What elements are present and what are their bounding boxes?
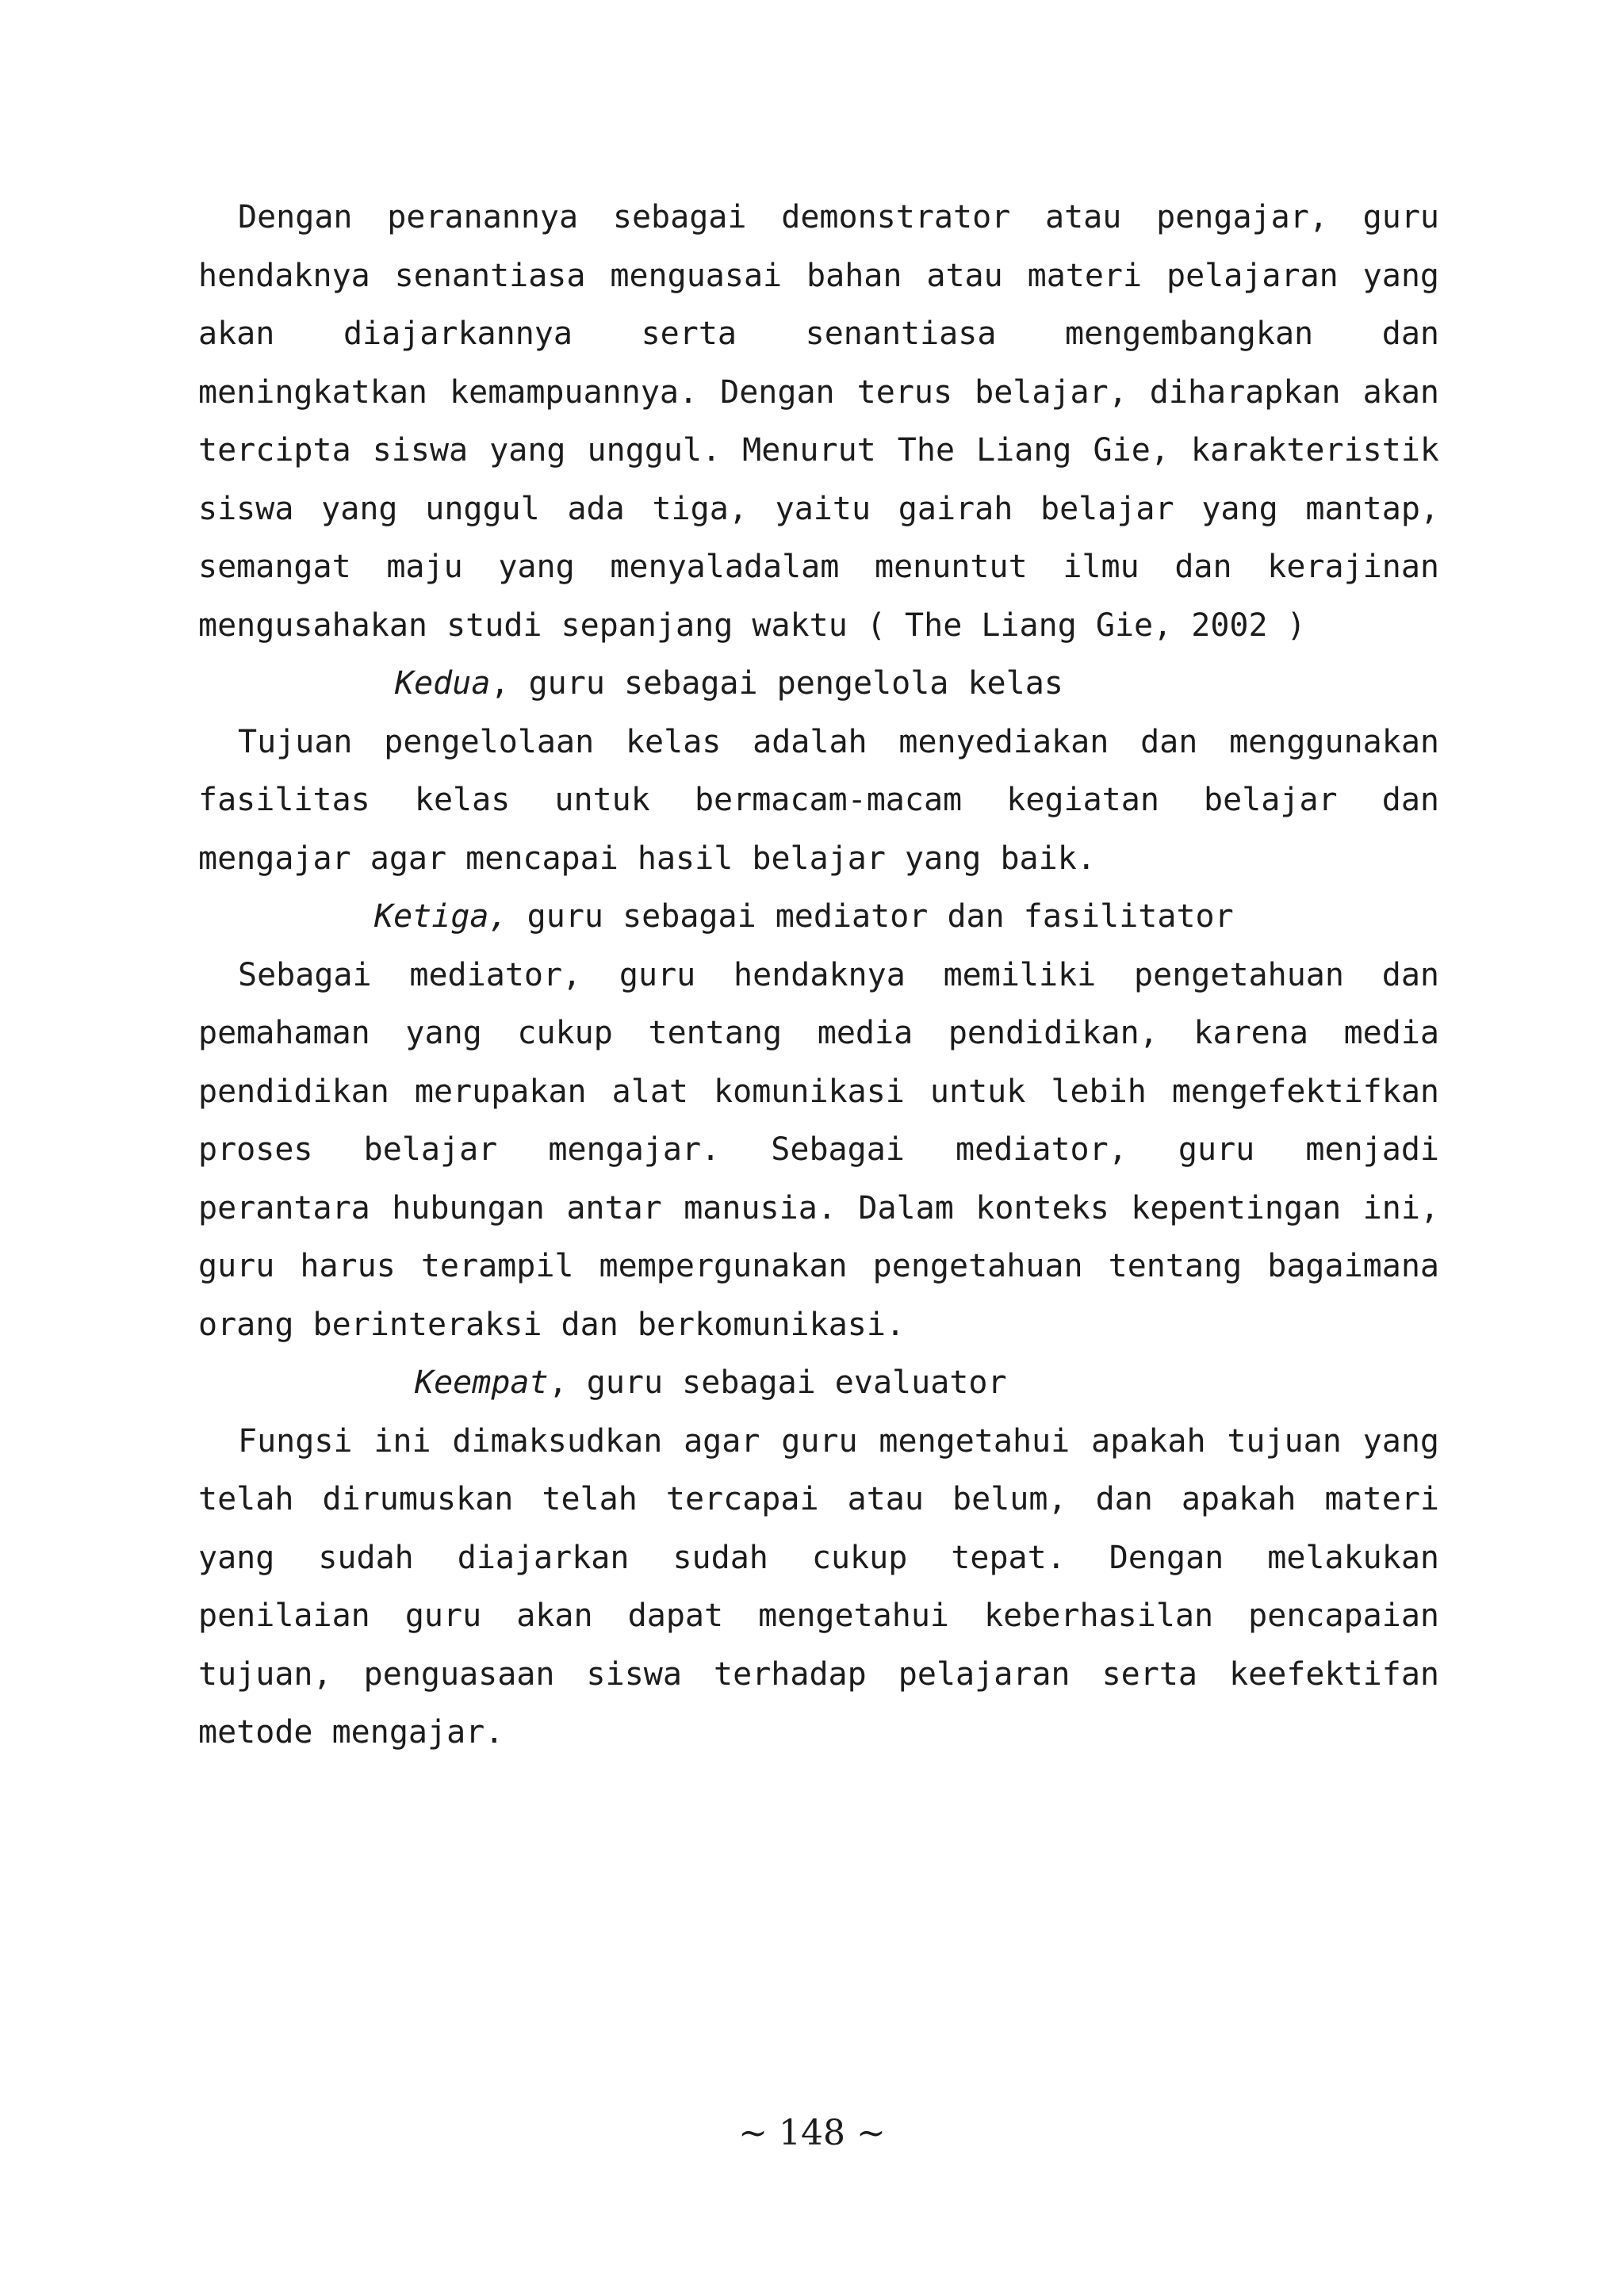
heading-keempat-italic: Keempat: [415, 1364, 549, 1401]
heading-ketiga-italic: Ketiga,: [374, 898, 508, 935]
heading-keempat: [198, 1354, 1439, 1413]
paragraph-pengelola-kelas: Tujuan pengelolaan kelas adalah menyediakan dan menggunakan fasilitas kelas untuk bermacam-macam kegiatan belajar dan mengajar agar mencapai hasil belajar yang baik.: [198, 723, 1439, 877]
heading-keempat-text: , guru sebagai evaluator: [548, 1364, 1007, 1401]
heading-kedua-italic: Kedua: [395, 665, 491, 702]
heading-ketiga: [198, 888, 1439, 947]
heading-kedua: [198, 655, 1439, 714]
paragraph-evaluator: Fungsi ini dimaksudkan agar guru mengetahui apakah tujuan yang telah dirumuskan telah tercapai atau belum, dan apakah materi yang sudah diajarkan sudah cukup tepat. Dengan melakukan penilaian guru akan dapat mengetahui keberhasilan pencapaian tujuan, penguasaan siswa terhadap pelajaran serta keefektifan metode mengajar.: [198, 1422, 1439, 1751]
page-number: ~ 148 ~: [738, 2113, 886, 2153]
body-text: [198, 189, 1439, 1762]
heading-kedua-text: , guru sebagai pengelola kelas: [490, 665, 1063, 702]
paragraph-mediator: Sebagai mediator, guru hendaknya memiliki pengetahuan dan pemahaman yang cukup tentang media pendidikan, karena media pendidikan merupakan alat komunikasi untuk lebih mengefektifkan proses belajar mengajar. Sebagai mediator, guru menjadi perantara hubungan antar manusia. Dalam konteks kepentingan ini, guru harus terampil mempergunakan pengetahuan tentang bagaimana orang berinteraksi dan berkomunikasi.: [198, 956, 1439, 1343]
paragraph-demonstrator: Dengan peranannya sebagai demonstrator atau pengajar, guru hendaknya senantiasa menguasai bahan atau materi pelajaran yang akan diajarkannya serta senantiasa mengembangkan dan meningkatkan kemampuannya. Dengan terus belajar, diharapkan akan tercipta siswa yang unggul. Menurut The Liang Gie, karakteristik siswa yang unggul ada tiga, yaitu gairah belajar yang mantap, semangat maju yang menyaladalam menuntut ilmu dan kerajinan mengusahakan studi sepanjang waktu ( The Liang Gie, 2002 ): [198, 199, 1439, 644]
heading-ketiga-text: guru sebagai mediator dan fasilitator: [508, 898, 1234, 935]
